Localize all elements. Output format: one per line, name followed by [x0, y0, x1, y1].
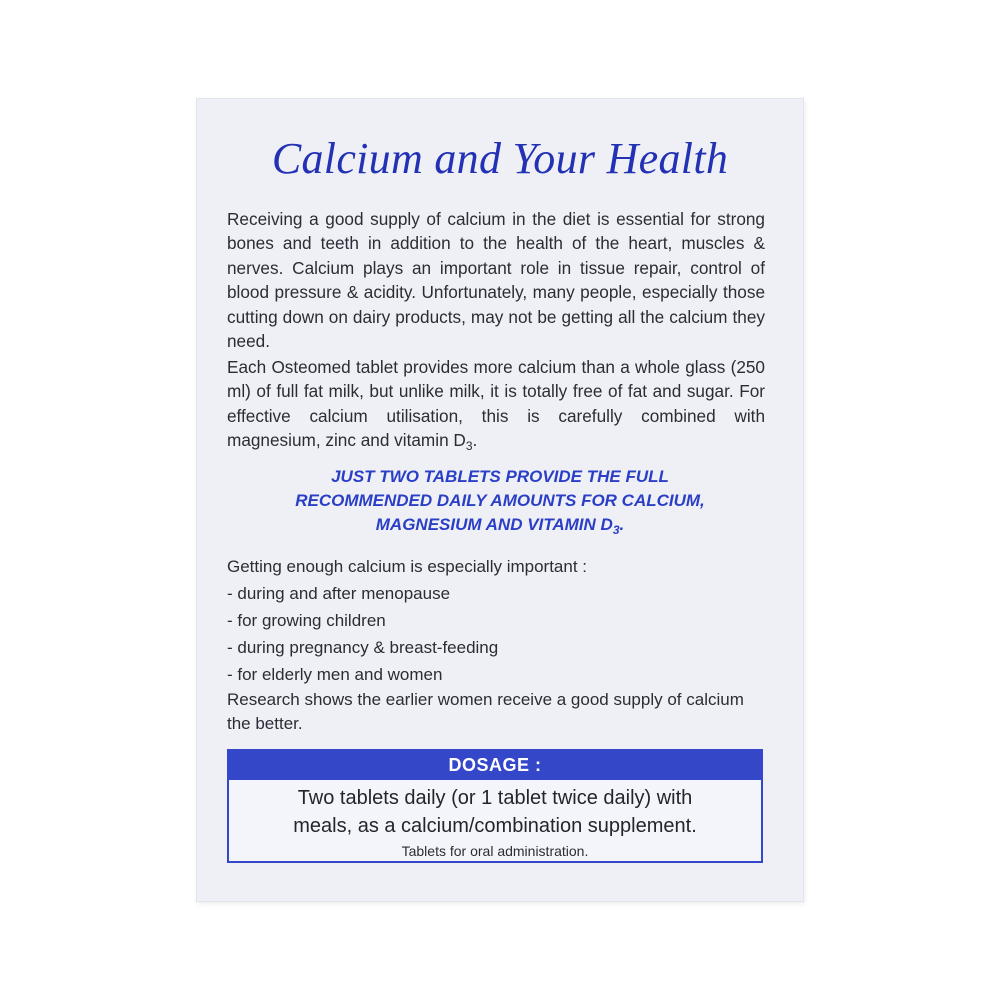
dosage-header: DOSAGE : [229, 751, 761, 780]
list-item: - during and after menopause [227, 584, 451, 603]
highlight-line-3: MAGNESIUM AND VITAMIN D [375, 515, 613, 534]
leaflet-card [197, 99, 803, 901]
list-item: - for growing children [227, 611, 386, 630]
highlight-statement [227, 465, 773, 537]
intro-paragraph: Receiving a good supply of calcium in the diet is essential for strong bones and teeth in addition to the health of the heart, muscles & nerves. Calcium plays an important role in tissue repair, control of blood pressure & acidity. Unfortunately, many people, especially those cutting down on dairy products, may not be getting all the calcium they need. [227, 209, 765, 352]
importance-intro: Getting enough calcium is especially important : [227, 557, 588, 576]
highlight-end: . [619, 515, 625, 534]
dosage-box [227, 749, 763, 863]
list-item: - during pregnancy & breast-feeding [227, 638, 499, 657]
dosage-line-2: meals, as a calcium/combination supplement. [293, 815, 697, 837]
tablet-paragraph-text: Each Osteomed tablet provides more calcium than a whole glass (250 ml) of full fat milk, but unlike milk, it is totally free of fat and sugar. For effective calcium utilisation, this is carefully combined with magnesium, zinc and vitamin D [227, 357, 765, 451]
dosage-instructions [229, 784, 761, 840]
highlight-subscript: 3 [612, 523, 620, 537]
importance-list [227, 580, 498, 688]
highlight-line-1: JUST TWO TABLETS PROVIDE THE FULL [331, 467, 669, 486]
research-paragraph: Research shows the earlier women receive a good supply of calcium the better. [227, 690, 744, 733]
tablet-paragraph-end: . [472, 430, 478, 451]
vitamin-d3-subscript: 3 [465, 439, 473, 454]
page-title: Calcium and Your Health [271, 134, 729, 183]
dosage-line-1: Two tablets daily (or 1 tablet twice daily) with [297, 787, 693, 809]
highlight-line-2: RECOMMENDED DAILY AMOUNTS FOR CALCIUM, [295, 491, 705, 510]
list-item: - for elderly men and women [227, 665, 443, 684]
tablet-paragraph [227, 355, 765, 453]
dosage-note: Tablets for oral administration. [401, 843, 589, 859]
